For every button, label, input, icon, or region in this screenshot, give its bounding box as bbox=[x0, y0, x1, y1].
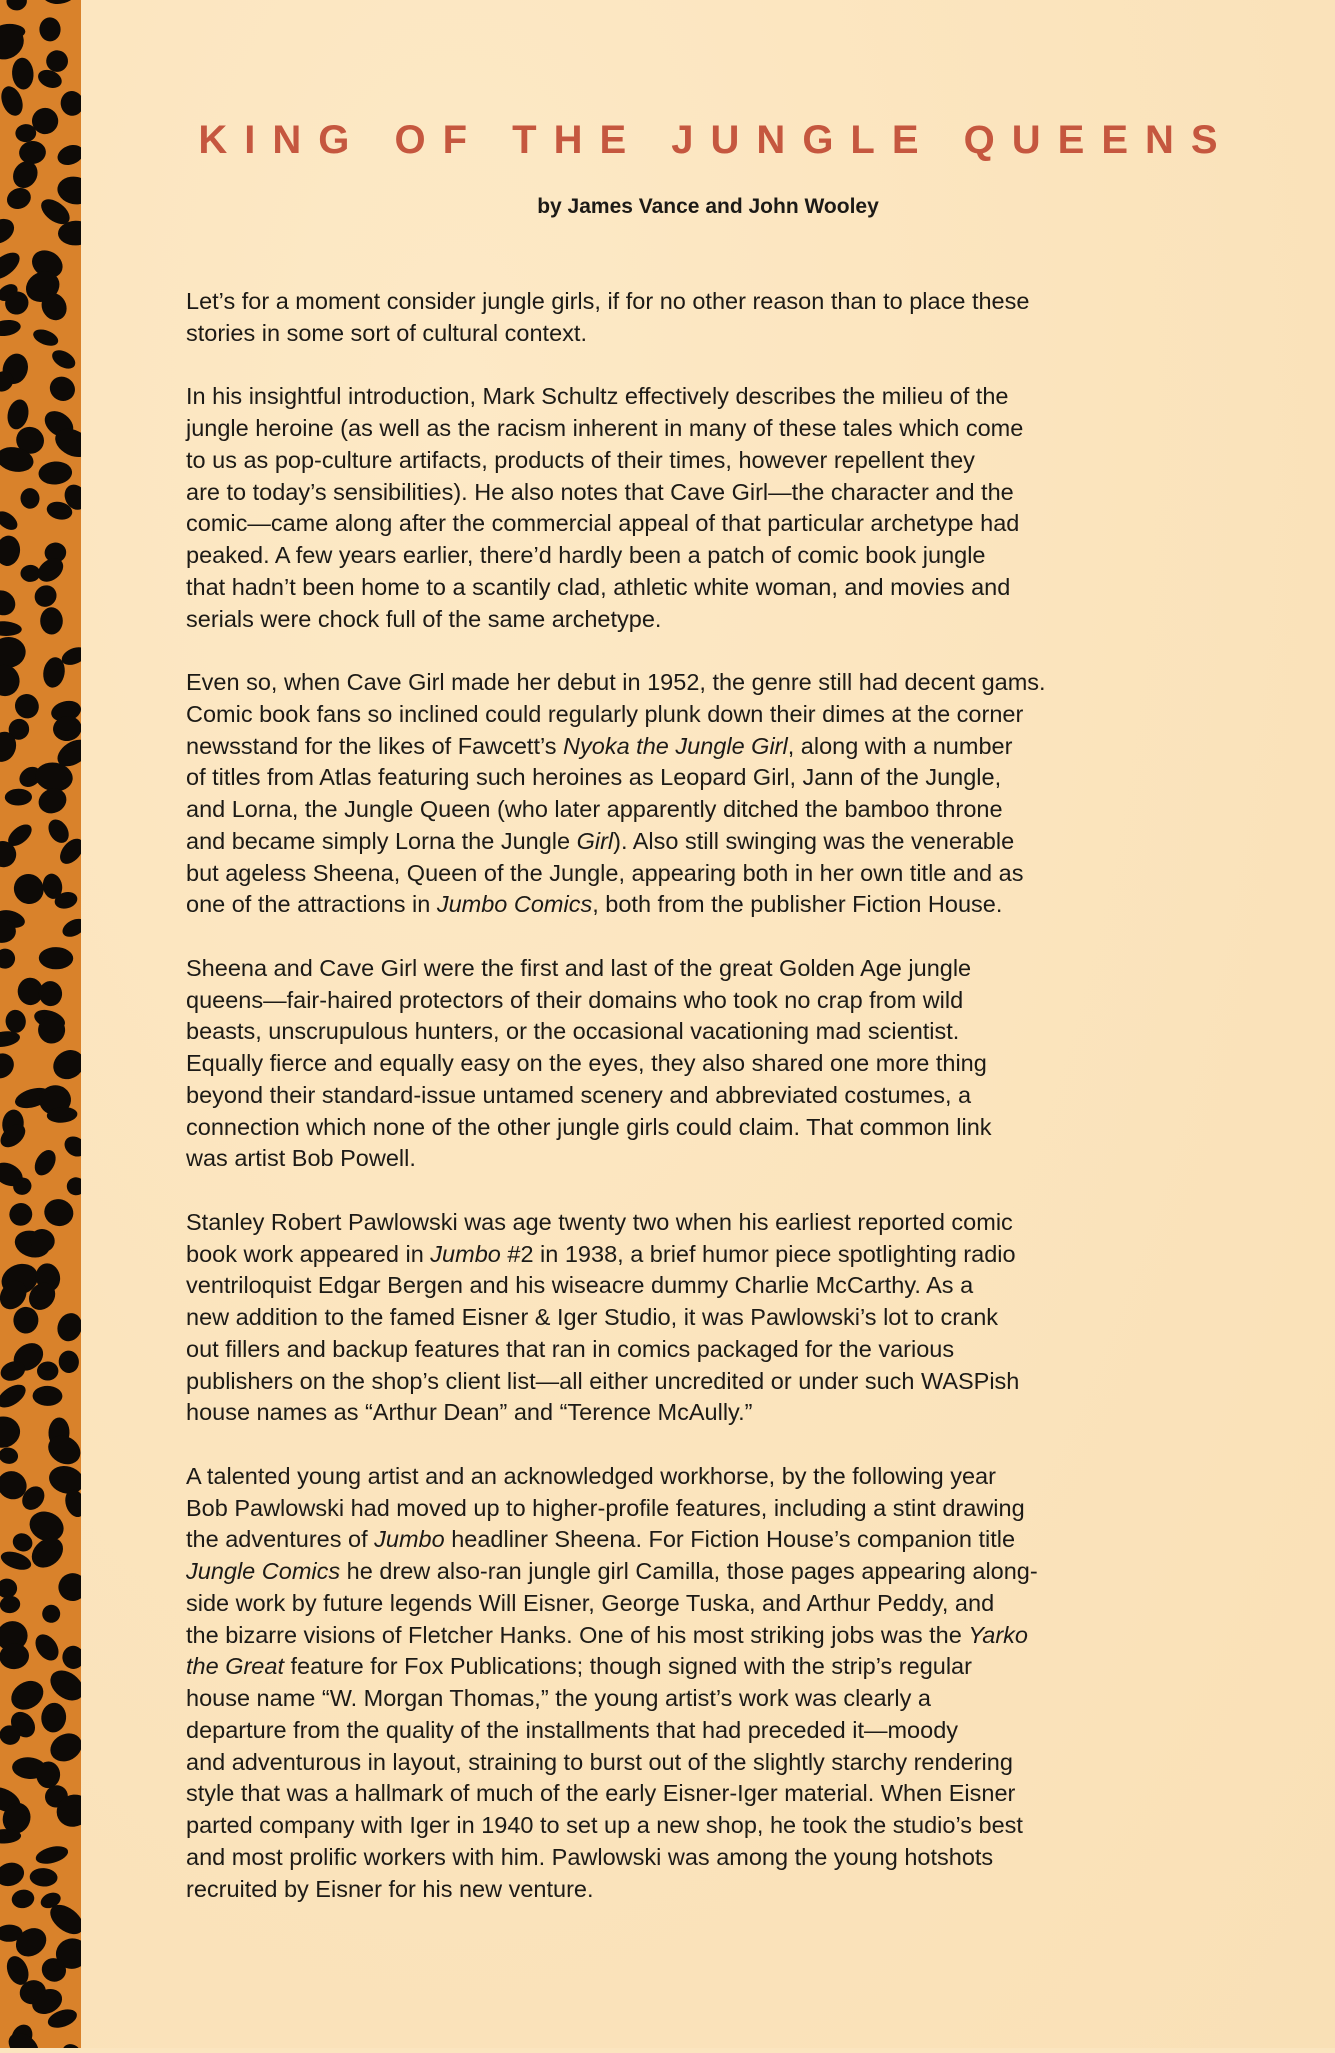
text-line bbox=[186, 953, 1246, 985]
text-segment: stories in some sort of cultural context. bbox=[186, 319, 587, 346]
leopard-spot bbox=[45, 372, 79, 406]
leopard-spot bbox=[5, 397, 32, 431]
text-line bbox=[186, 1239, 1246, 1271]
text-line bbox=[186, 1842, 1246, 1874]
leopard-spot bbox=[5, 788, 32, 805]
text-segment: serials were chock full of the same archetype. bbox=[186, 605, 662, 632]
text-line bbox=[186, 1524, 1246, 1556]
leopard-spot bbox=[4, 184, 34, 212]
text-segment: the bizarre visions of Fletcher Hanks. One of his most striking jobs was the bbox=[186, 1621, 969, 1648]
leopard-spot bbox=[11, 57, 35, 90]
text-segment: Bob Pawlowski had moved up to higher-profile features, including a stint drawing bbox=[186, 1494, 1025, 1521]
text-segment: jungle heroine (as well as the racism inherent in many of these tales which come bbox=[186, 415, 1024, 441]
leopard-spot bbox=[58, 1350, 80, 1374]
italic-title-text: Jumbo bbox=[374, 1526, 445, 1553]
text-segment: departure from the quality of the installments that had preceded it—moody bbox=[186, 1716, 959, 1743]
leopard-spot bbox=[59, 2041, 81, 2048]
text-segment: Even so, when Cave Girl made her debut in 1952, the genre still had decent gams. bbox=[186, 669, 1046, 695]
text-segment: #2 in 1938, a brief humor piece spotlighting radio bbox=[500, 1240, 1016, 1267]
leopard-spot bbox=[41, 1196, 76, 1229]
text-line bbox=[186, 1461, 1246, 1493]
italic-title-text: the Great bbox=[186, 1653, 284, 1680]
text-segment: Equally fierce and equally easy on the eyes, they also shared one more thing bbox=[186, 1050, 987, 1076]
text-segment: of titles from Atlas featuring such heroines as Leopard Girl, Jann of the Jungle, bbox=[186, 764, 1002, 791]
text-line bbox=[186, 1874, 1246, 1906]
text-line bbox=[186, 381, 1246, 413]
leopard-spot bbox=[55, 174, 81, 208]
text-line bbox=[186, 985, 1246, 1017]
leopard-spot bbox=[0, 585, 20, 620]
text-line bbox=[186, 572, 1246, 604]
leopard-spot bbox=[0, 945, 19, 973]
leopard-spot bbox=[18, 140, 47, 165]
text-segment: style that was a hallmark of much of the early Eisner-Iger material. When Eisner bbox=[186, 1780, 1016, 1807]
text-segment: comic—came along after the commercial appeal of that particular archetype had bbox=[186, 510, 1020, 537]
leopard-spot bbox=[61, 1132, 81, 1160]
leopard-spot bbox=[40, 0, 78, 6]
leopard-spot bbox=[48, 1044, 81, 1085]
text-segment: side work by future legends Will Eisner, George Tuska, and Arthur Peddy, and bbox=[186, 1589, 995, 1616]
text-segment: ventriloquist Edgar Bergen and his wiseacre dummy Charlie McCarthy. As a bbox=[186, 1272, 974, 1299]
paragraph-gap bbox=[186, 1175, 1246, 1207]
paragraph-gap bbox=[186, 921, 1246, 953]
leopard-spot bbox=[0, 318, 22, 338]
leopard-spot bbox=[55, 141, 81, 168]
leopard-spot bbox=[0, 534, 22, 567]
leopard-spot bbox=[40, 607, 63, 635]
text-segment: and Lorna, the Jungle Queen (who later apparently ditched the bamboo throne bbox=[186, 796, 1003, 822]
leopard-spot bbox=[45, 1664, 81, 1706]
leopard-spot bbox=[6, 0, 28, 11]
article-byline: by James Vance and John Wooley bbox=[537, 195, 879, 218]
text-line bbox=[186, 1334, 1246, 1366]
leopard-spot bbox=[32, 1386, 62, 1407]
leopard-spot bbox=[54, 1310, 81, 1345]
text-segment: and most prolific workers with him. Pawlowski was among the young hotshots bbox=[186, 1843, 994, 1870]
leopard-spot bbox=[0, 1548, 34, 1573]
text-segment: headliner Sheena. For Fiction House’s companion title bbox=[444, 1526, 1016, 1553]
leopard-spot bbox=[0, 1380, 30, 1412]
leopard-spot bbox=[0, 1446, 19, 1466]
text-segment: , along with a number bbox=[787, 732, 1013, 759]
text-segment: A talented young artist and an acknowledged workhorse, by the following year bbox=[186, 1462, 996, 1489]
text-segment: beasts, unscrupulous hunters, or the occasional vacationing mad scientist. bbox=[186, 1018, 960, 1045]
text-segment: ). Also still swinging was the venerable bbox=[613, 827, 1015, 854]
text-line bbox=[186, 889, 1246, 921]
leopard-spot bbox=[37, 1361, 59, 1380]
italic-title-text: Jumbo bbox=[430, 1240, 501, 1267]
leopard-spot bbox=[59, 90, 81, 118]
leopard-spot bbox=[40, 1702, 68, 1734]
text-line bbox=[186, 826, 1246, 858]
text-line bbox=[186, 1810, 1246, 1842]
text-segment: Comic book fans so inclined could regularly plunk down their dimes at the corner bbox=[186, 700, 1024, 727]
text-segment: beyond their standard-issue untamed scenery and abbreviated costumes, a bbox=[186, 1081, 972, 1108]
leopard-spot bbox=[56, 1571, 81, 1604]
leopard-spot bbox=[0, 508, 21, 534]
paragraph-gap bbox=[186, 1429, 1246, 1461]
text-line bbox=[186, 286, 1246, 318]
text-line bbox=[186, 1143, 1246, 1175]
text-segment: connection which none of the other jungle girls could claim. That common link bbox=[186, 1113, 992, 1140]
text-segment: new addition to the famed Eisner & Iger Studio, it was Pawlowski’s lot to crank bbox=[186, 1304, 999, 1330]
leopard-spot bbox=[45, 50, 68, 73]
text-line bbox=[186, 1493, 1246, 1525]
text-segment: house names as “Arthur Dean” and “Terence McAully.” bbox=[186, 1399, 753, 1426]
text-line bbox=[186, 1207, 1246, 1239]
text-line bbox=[186, 794, 1246, 826]
leopard-spot bbox=[20, 565, 40, 582]
text-segment: and became simply Lorna the Jungle bbox=[186, 827, 577, 854]
leopard-spot bbox=[61, 1645, 81, 1671]
leopard-spot bbox=[20, 488, 40, 510]
leopard-spot bbox=[49, 346, 79, 372]
text-segment: book work appeared in bbox=[186, 1240, 431, 1267]
italic-title-text: Jumbo Comics bbox=[436, 891, 593, 918]
text-line bbox=[186, 1715, 1246, 1747]
text-segment: that hadn’t been home to a scantily clad, athletic white woman, and movies and bbox=[186, 573, 1011, 600]
text-line bbox=[186, 1620, 1246, 1652]
leopard-spot bbox=[59, 915, 81, 940]
text-segment: was artist Bob Powell. bbox=[186, 1145, 416, 1172]
text-line bbox=[186, 1556, 1246, 1588]
leopard-spot bbox=[58, 220, 81, 246]
leopard-spot bbox=[4, 1009, 26, 1034]
leopard-spot bbox=[0, 1414, 22, 1450]
text-line bbox=[186, 731, 1246, 763]
leopard-spot bbox=[39, 1601, 64, 1626]
text-segment: to us as pop-culture artifacts, products of their times, however repellent they bbox=[186, 446, 975, 473]
text-segment: he drew also-ran jungle girl Camilla, those pages appearing along- bbox=[340, 1558, 1038, 1584]
leopard-spot bbox=[10, 1530, 36, 1554]
leopard-spot bbox=[12, 1306, 39, 1335]
text-segment: house name “W. Morgan Thomas,” the young artist’s work was clearly a bbox=[186, 1685, 931, 1711]
leopard-spot bbox=[31, 1630, 64, 1665]
text-line bbox=[186, 699, 1246, 731]
paragraph-gap bbox=[186, 635, 1246, 667]
text-segment: Let’s for a moment consider jungle girls, if for no other reason than to place these bbox=[186, 288, 1030, 314]
italic-title-text: Yarko bbox=[968, 1621, 1029, 1648]
article-body bbox=[186, 286, 1246, 1905]
text-line bbox=[186, 667, 1246, 699]
text-line bbox=[186, 604, 1246, 636]
text-line bbox=[186, 1366, 1246, 1398]
text-line bbox=[186, 540, 1246, 572]
text-segment: but ageless Sheena, Queen of the Jungle, appearing both in her own title and as bbox=[186, 859, 1024, 886]
text-segment: the adventures of bbox=[186, 1526, 375, 1553]
leopard-spot bbox=[6, 1675, 49, 1715]
leopard-spot bbox=[30, 1146, 59, 1179]
leopard-spot bbox=[66, 1177, 81, 1197]
leopard-print-border bbox=[0, 0, 81, 2048]
text-line bbox=[186, 762, 1246, 794]
leopard-spots-pattern bbox=[0, 0, 81, 2048]
leopard-spot bbox=[30, 581, 61, 611]
text-line bbox=[186, 318, 1246, 350]
text-line bbox=[186, 1588, 1246, 1620]
text-line bbox=[186, 413, 1246, 445]
text-segment: recruited by Eisner for his new venture. bbox=[186, 1875, 594, 1902]
text-line bbox=[186, 1397, 1246, 1429]
text-line bbox=[186, 1080, 1246, 1112]
leopard-spot bbox=[0, 247, 24, 284]
leopard-spot bbox=[39, 947, 74, 970]
leopard-spot bbox=[0, 1859, 27, 1890]
text-segment: peaked. A few years earlier, there’d hardly been a patch of comic book jungle bbox=[186, 542, 986, 568]
leopard-spot bbox=[0, 620, 22, 636]
leopard-spot bbox=[39, 17, 61, 41]
text-line bbox=[186, 1270, 1246, 1302]
text-segment: are to today’s sensibilities). He also notes that Cave Girl—the character and the bbox=[186, 478, 1014, 505]
leopard-spot bbox=[11, 690, 44, 723]
text-line bbox=[186, 508, 1246, 540]
leopard-spot bbox=[34, 1843, 70, 1867]
leopard-spot bbox=[29, 1867, 58, 1887]
leopard-spot bbox=[5, 1199, 37, 1230]
text-line bbox=[186, 1651, 1246, 1683]
leopard-spot bbox=[38, 980, 63, 1007]
text-segment: queens—fair-haired protectors of their domains who took no crap from wild bbox=[186, 986, 964, 1013]
text-line bbox=[186, 1048, 1246, 1080]
text-line bbox=[186, 1778, 1246, 1810]
text-segment: one of the attractions in bbox=[186, 891, 437, 918]
leopard-spot bbox=[0, 214, 19, 249]
article-title: KING OF THE JUNGLE QUEENS bbox=[198, 118, 1235, 162]
text-line bbox=[186, 1302, 1246, 1334]
text-line bbox=[186, 1747, 1246, 1779]
text-segment: Stanley Robert Pawlowski was age twenty two when his earliest reported comic bbox=[186, 1208, 1013, 1235]
text-segment: In his insightful introduction, Mark Schultz effectively describes the milieu of the bbox=[186, 383, 1009, 410]
italic-title-text: Jungle Comics bbox=[186, 1558, 341, 1584]
italic-title-text: Nyoka the Jungle Girl bbox=[563, 732, 788, 759]
text-segment: newsstand for the likes of Fawcett’s bbox=[186, 732, 564, 759]
leopard-spot bbox=[38, 460, 73, 485]
text-line bbox=[186, 858, 1246, 890]
text-segment: Sheena and Cave Girl were the first and last of the great Golden Age jungle bbox=[186, 954, 972, 981]
text-segment: and adventurous in layout, straining to burst out of the slightly starchy rendering bbox=[186, 1748, 1013, 1775]
italic-title-text: Girl bbox=[576, 827, 614, 854]
text-segment: publishers on the shop’s client list—all either uncredited or under such WASPish bbox=[186, 1367, 1020, 1394]
leopard-spot bbox=[10, 1888, 35, 1910]
leopard-spot bbox=[0, 1048, 19, 1083]
text-segment: out fillers and backup features that ran in comics packaged for the various bbox=[186, 1335, 955, 1362]
leopard-spot bbox=[45, 1728, 81, 1767]
text-segment: feature for Fox Publications; though signed with the strip’s regular bbox=[283, 1653, 972, 1680]
paragraph-gap bbox=[186, 350, 1246, 382]
text-line bbox=[186, 477, 1246, 509]
text-line bbox=[186, 1683, 1246, 1715]
text-line bbox=[186, 1016, 1246, 1048]
leopard-spot bbox=[31, 326, 61, 349]
text-line bbox=[186, 1112, 1246, 1144]
text-segment: parted company with Iger in 1940 to set up a new shop, he took the studio’s best bbox=[186, 1812, 1023, 1838]
text-segment: , both from the publisher Fiction House. bbox=[592, 891, 1003, 918]
text-line bbox=[186, 445, 1246, 477]
